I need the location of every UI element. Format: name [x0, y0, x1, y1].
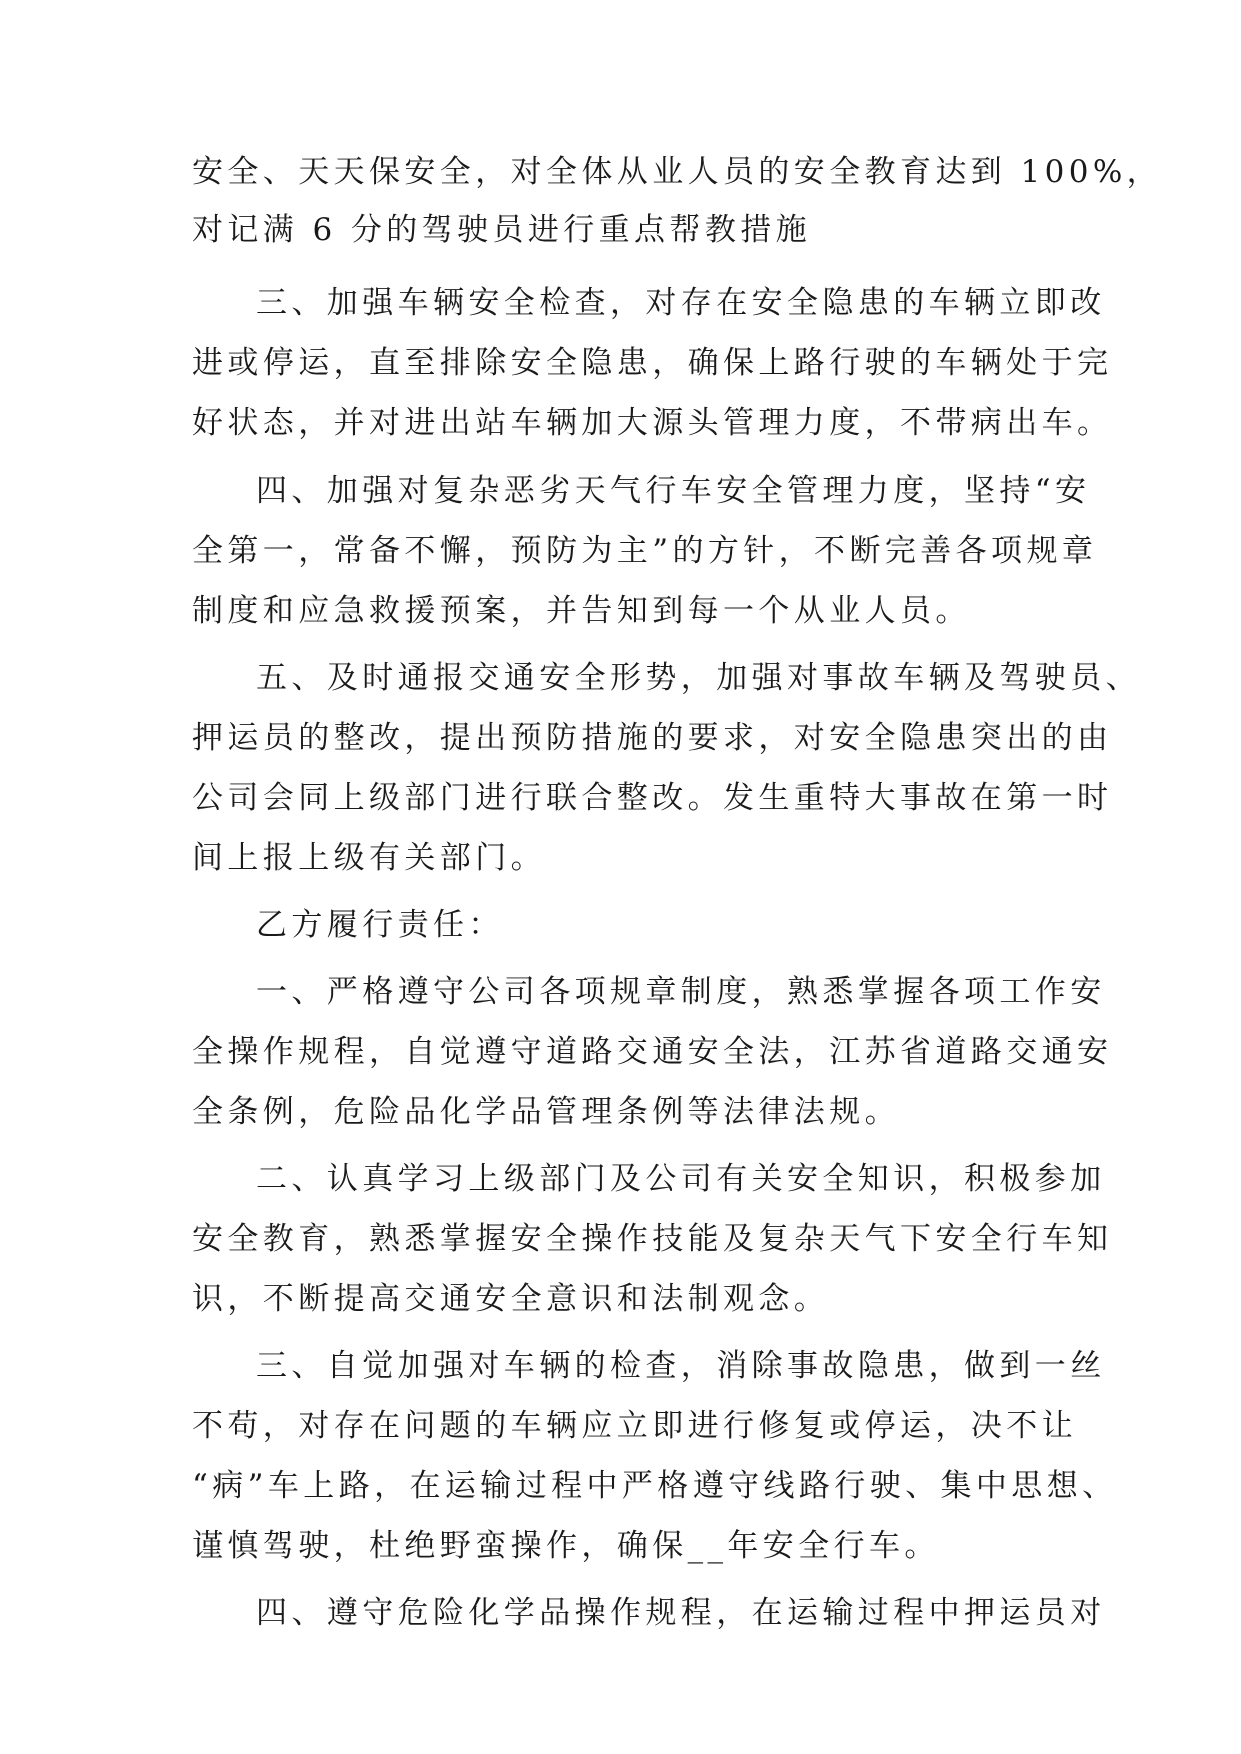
- paragraph-start-line: 二、认真学习上级部门及公司有关安全知识，积极参加: [256, 1161, 1106, 1197]
- text-line: 安全教育，熟悉掌握安全操作技能及复杂天气下安全行车知: [192, 1221, 1113, 1257]
- paragraph-start-line: 四、加强对复杂恶劣天气行车安全管理力度，坚持“安: [256, 473, 1091, 509]
- paragraph-start-line: 四、遵守危险化学品操作规程，在运输过程中押运员对: [256, 1595, 1106, 1631]
- paragraph-start-line: 三、自觉加强对车辆的检查，消除事故隐患，做到一丝: [256, 1348, 1106, 1384]
- text-line: 不苟，对存在问题的车辆应立即进行修复或停运，决不让: [192, 1408, 1077, 1444]
- text-line: 好状态，并对进出站车辆加大源头管理力度，不带病出车。: [192, 405, 1113, 441]
- text-line: 识，不断提高交通安全意识和法制观念。: [192, 1281, 830, 1317]
- text-line: 间上报上级有关部门。: [192, 840, 546, 876]
- text-line: 谨慎驾驶，杜绝野蛮操作，确保__年安全行车。: [192, 1528, 940, 1564]
- text-line: “病”车上路，在运输过程中严格遵守线路行驶、集中思想、: [192, 1468, 1118, 1504]
- text-line: 押运员的整改，提出预防措施的要求，对安全隐患突出的由: [192, 720, 1113, 756]
- section-heading: 乙方履行责任：: [256, 907, 504, 943]
- text-line: 全操作规程，自觉遵守道路交通安全法，江苏省道路交通安: [192, 1034, 1113, 1070]
- text-line: 对记满 6 分的驾驶员进行重点帮教措施: [192, 212, 812, 248]
- paragraph-start-line: 三、加强车辆安全检查，对存在安全隐患的车辆立即改: [256, 285, 1106, 321]
- paragraph-start-line: 五、及时通报交通安全形势，加强对事故车辆及驾驶员、: [256, 660, 1141, 696]
- text-line: 公司会同上级部门进行联合整改。发生重特大事故在第一时: [192, 780, 1113, 816]
- text-line: 全条例，危险品化学品管理条例等法律法规。: [192, 1094, 900, 1130]
- text-line: 制度和应急救援预案，并告知到每一个从业人员。: [192, 593, 971, 629]
- text-line: 安全、天天保安全，对全体从业人员的安全教育达到 100%，: [192, 154, 1163, 190]
- paragraph-start-line: 一、严格遵守公司各项规章制度，熟悉掌握各项工作安: [256, 974, 1106, 1010]
- text-line: 全第一，常备不懈，预防为主”的方针，不断完善各项规章: [192, 533, 1098, 569]
- text-line: 进或停运，直至排除安全隐患，确保上路行驶的车辆处于完: [192, 345, 1113, 381]
